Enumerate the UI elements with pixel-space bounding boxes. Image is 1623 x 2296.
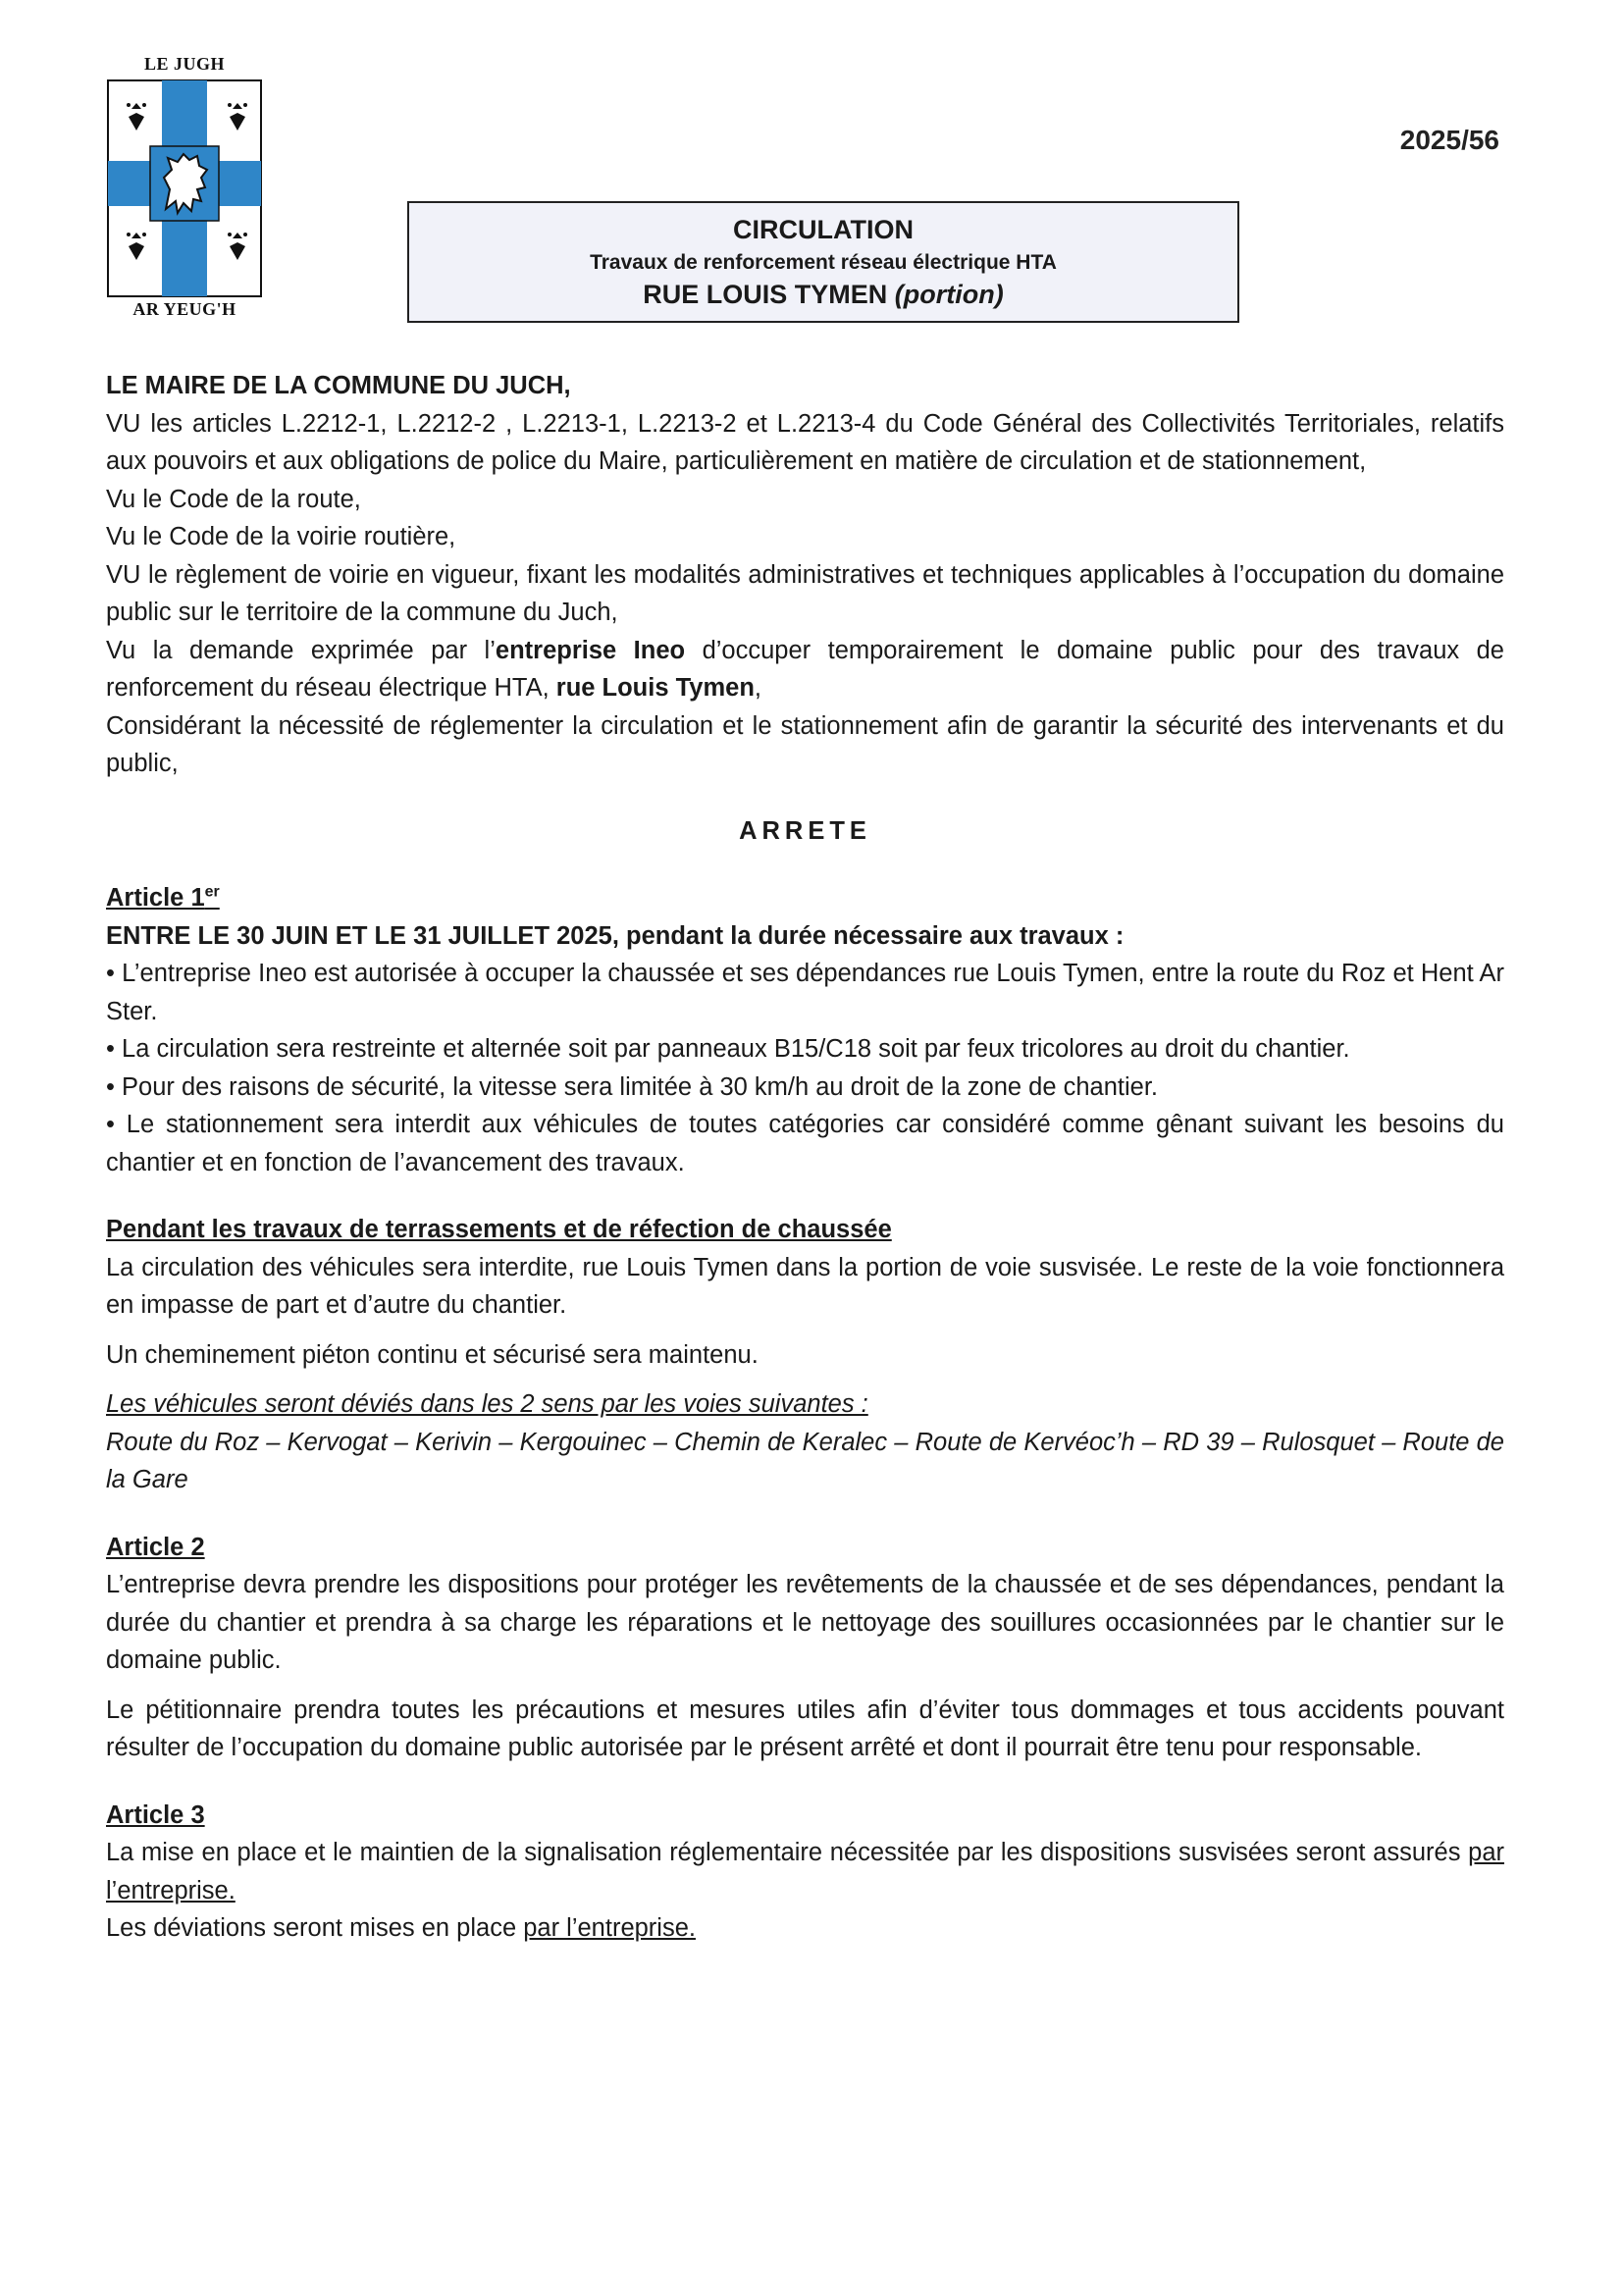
- travaux-subheading: Pendant les travaux de terrassements et de réfection de chaussée: [106, 1216, 892, 1243]
- article-1-bullet: • L’entreprise Ineo est autorisée à occuper la chaussée et ses dépendances rue Louis Tymen, entre la route du Roz et Hent Ar Ster.: [106, 955, 1504, 1030]
- considerant: Considérant la nécessité de réglementer la circulation et le stationnement afin de garantir la sécurité des intervenants et du public,: [106, 711, 1504, 777]
- commune-crest: [101, 54, 268, 329]
- pieton-text: Un cheminement piéton continu et sécurisé sera maintenu.: [106, 1340, 759, 1369]
- article-1-bullet: • La circulation sera restreinte et alternée soit par panneaux B15/C18 soit par feux tricolores au droit du chantier.: [106, 1030, 1504, 1069]
- deviation-route: Route du Roz – Kervogat – Kerivin – Kergouinec – Chemin de Keralec – Route de Kervéoc’h – RD 39 – Rulosquet – Route de la Gare: [106, 1428, 1504, 1493]
- article-3-line-1-underlined: par l’entreprise.: [106, 1839, 1504, 1905]
- document-body: [106, 367, 1504, 1948]
- document-reference: 2025/56: [1399, 125, 1499, 155]
- vu-demande-rue: rue Louis Tymen: [555, 674, 755, 702]
- article-3-line-2-underlined: par l’entreprise.: [523, 1914, 696, 1942]
- title-street: RUE LOUIS TYMEN: [643, 280, 895, 309]
- vu-demande-part-2: d’occuper temporairement le domaine public pour des travaux de renforcement du réseau électrique HTA,: [106, 636, 1504, 702]
- vu-demande-entreprise: entreprise Ineo: [495, 636, 686, 664]
- title-line-1: CIRCULATION: [733, 215, 914, 244]
- title-line-3: [409, 280, 1237, 310]
- article-3-heading: Article 3: [106, 1800, 205, 1829]
- article-1-bullet: • Pour des raisons de sécurité, la vitesse sera limitée à 30 km/h au droit de la zone de chantier.: [106, 1069, 1504, 1107]
- article-3-line-1: [106, 1834, 1504, 1909]
- article-1-sup: er: [204, 883, 220, 901]
- article-1-period: ENTRE LE 30 JUIN ET LE 31 JUILLET 2025, pendant la durée nécessaire aux travaux :: [106, 921, 1125, 950]
- arrete-heading: ARRETE: [739, 816, 871, 845]
- crest-bottom-text: AR YEUG'H: [132, 299, 236, 319]
- crest-top-text: LE JUGH: [143, 54, 225, 74]
- article-3-line-1-text: La mise en place et le maintien de la signalisation réglementaire nécessitée par les dispositions susvisées seront assurés: [106, 1839, 1469, 1866]
- circulation-text: La circulation des véhicules sera interdite, rue Louis Tymen dans la portion de voie susvisée. Le reste de la voie fonctionnera en impasse de part et d’autre du chantier.: [106, 1253, 1504, 1319]
- maire-heading: LE MAIRE DE LA COMMUNE DU JUCH,: [106, 372, 571, 399]
- article-1-bullet: • Le stationnement sera interdit aux véhicules de toutes catégories car considéré comme gênant suivant les besoins du chantier et en fonction de l’avancement des travaux.: [106, 1106, 1504, 1181]
- article-1-title: Article 1: [106, 884, 205, 912]
- vu-code-route: Vu le Code de la route,: [106, 485, 361, 513]
- title-line-2: Travaux de renforcement réseau électrique HTA: [590, 251, 1057, 274]
- vu-demande: [106, 632, 1504, 707]
- article-1-heading: [106, 879, 1504, 917]
- article-2-para-2: Le pétitionnaire prendra toutes les précautions et mesures utiles afin d’éviter tous dommages et tous accidents pouvant résulter de l’occupation du domaine public autorisée par le présent arrêté et dont il pourrait être tenu pour responsable.: [106, 1696, 1504, 1761]
- vu-reglement: VU le règlement de voirie en vigueur, fixant les modalités administratives et techniques applicables à l’occupation du domaine public sur le territoire de la commune du Juch,: [106, 560, 1504, 626]
- vu-articles: VU les articles L.2212-1, L.2212-2 , L.2213-1, L.2213-2 et L.2213-4 du Code Général des Collectivités Territoriales, relatifs aux pouvoirs et aux obligations de police du Maire, particulièrement en matière de circulation et de stationnement,: [106, 409, 1504, 475]
- article-3-line-2: [106, 1909, 1504, 1948]
- vu-code-voirie: Vu le Code de la voirie routière,: [106, 523, 456, 550]
- article-2-para-1: L’entreprise devra prendre les dispositions pour protéger les revêtements de la chaussée et de ses dépendances, pendant la durée du chantier et prendra à sa charge les réparations et le nettoyage des souillures occasionnées par le chantier sur le domaine public.: [106, 1571, 1504, 1674]
- title-portion: (portion): [894, 280, 1004, 309]
- article-2-heading: Article 2: [106, 1533, 205, 1561]
- article-3-line-2-text: Les déviations seront mises en place: [106, 1914, 524, 1942]
- title-box: [407, 201, 1239, 323]
- vu-demande-part-3: ,: [754, 674, 762, 702]
- crest-shield-icon: [107, 79, 262, 297]
- vu-demande-part-1: Vu la demande exprimée par l’: [106, 636, 496, 664]
- deviation-heading: Les véhicules seront déviés dans les 2 sens par les voies suivantes :: [106, 1390, 868, 1418]
